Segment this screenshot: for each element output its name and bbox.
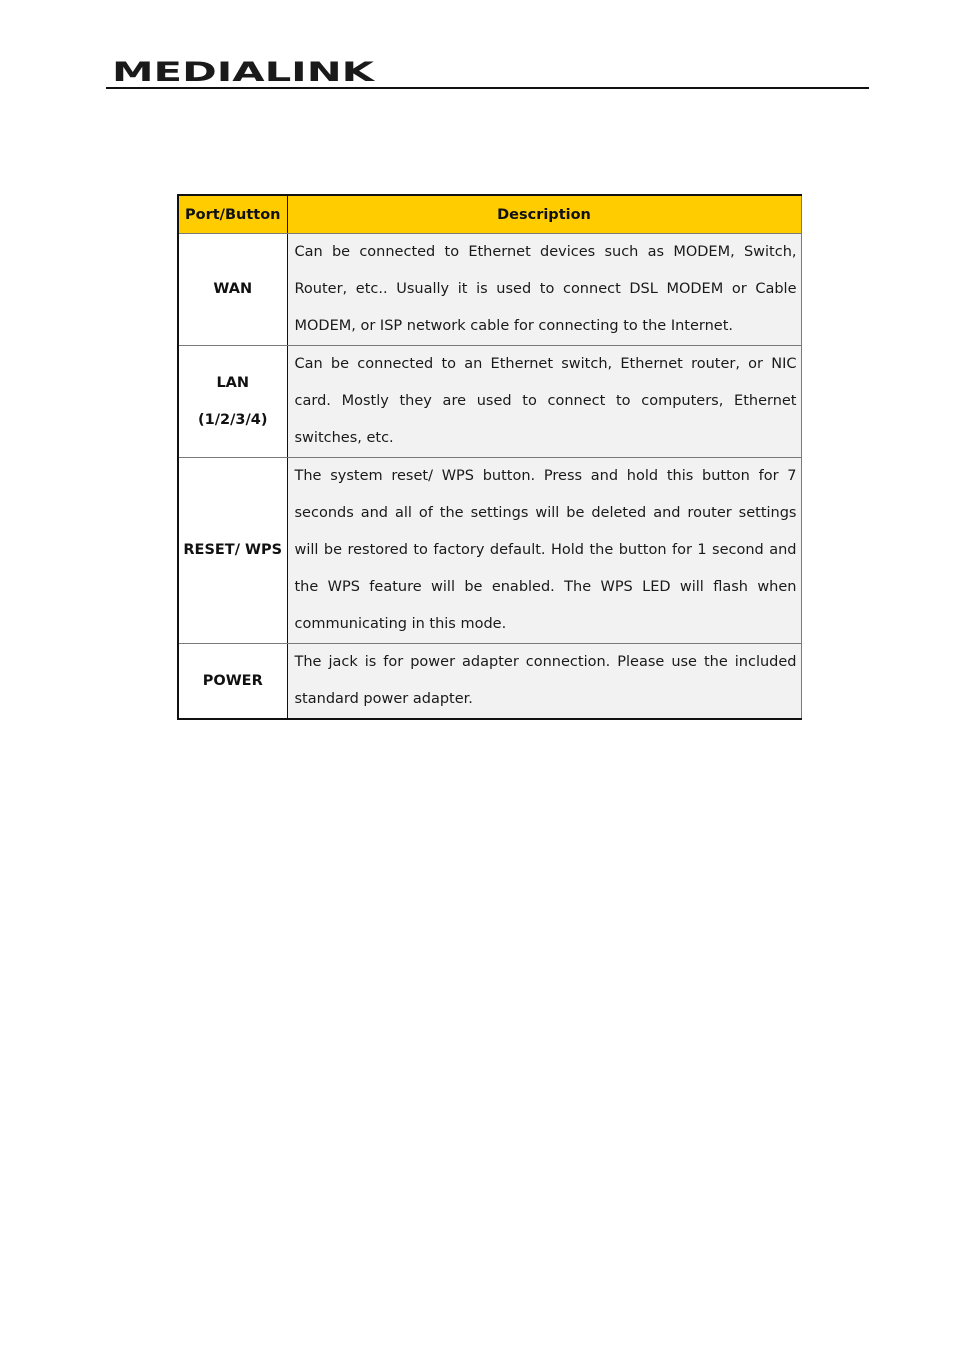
port-label: POWER <box>202 672 263 689</box>
table-row <box>178 458 801 644</box>
description-cell-wan: Can be connected to Ethernet devices such as MODEM, Switch, Router, etc.. Usually it is used to connect DSL MODEM or Cable MODEM, or ISP network cable for connecting to the Internet. <box>287 234 801 346</box>
port-cell-wan <box>178 234 287 346</box>
port-button-table <box>177 194 802 720</box>
column-header-description: Description <box>287 195 801 234</box>
port-cell-power <box>178 644 287 720</box>
header-rule <box>106 87 869 89</box>
port-cell-lan <box>178 346 287 458</box>
table-header-row <box>178 195 801 234</box>
description-cell-lan: Can be connected to an Ethernet switch, Ethernet router, or NIC card. Mostly they are used to connect to computers, Ethernet switches, etc. <box>287 346 801 458</box>
port-cell-reset-wps <box>178 458 287 644</box>
logo-text: MEDIALINK <box>112 57 376 85</box>
description-cell-reset-wps: The system reset/ WPS button. Press and hold this button for 7 seconds and all of the settings will be deleted and router settings will be restored to factory default. Hold the button for 1 second and the WPS feature will be enabled. The WPS LED will flash when communicating in this mode. <box>287 458 801 644</box>
page-header <box>106 56 869 89</box>
column-header-port: Port/Button <box>178 195 287 234</box>
port-label: RESET/ WPS <box>183 542 283 558</box>
medialink-logo <box>112 57 376 85</box>
port-label: LAN <box>216 374 250 391</box>
table-row <box>178 346 801 458</box>
port-label: WAN <box>213 281 253 297</box>
table-row <box>178 234 801 346</box>
port-sublabel: (1/2/3/4) <box>198 411 268 428</box>
description-cell-power: The jack is for power adapter connection. Please use the included standard power adapter. <box>287 644 801 720</box>
table-row <box>178 644 801 720</box>
